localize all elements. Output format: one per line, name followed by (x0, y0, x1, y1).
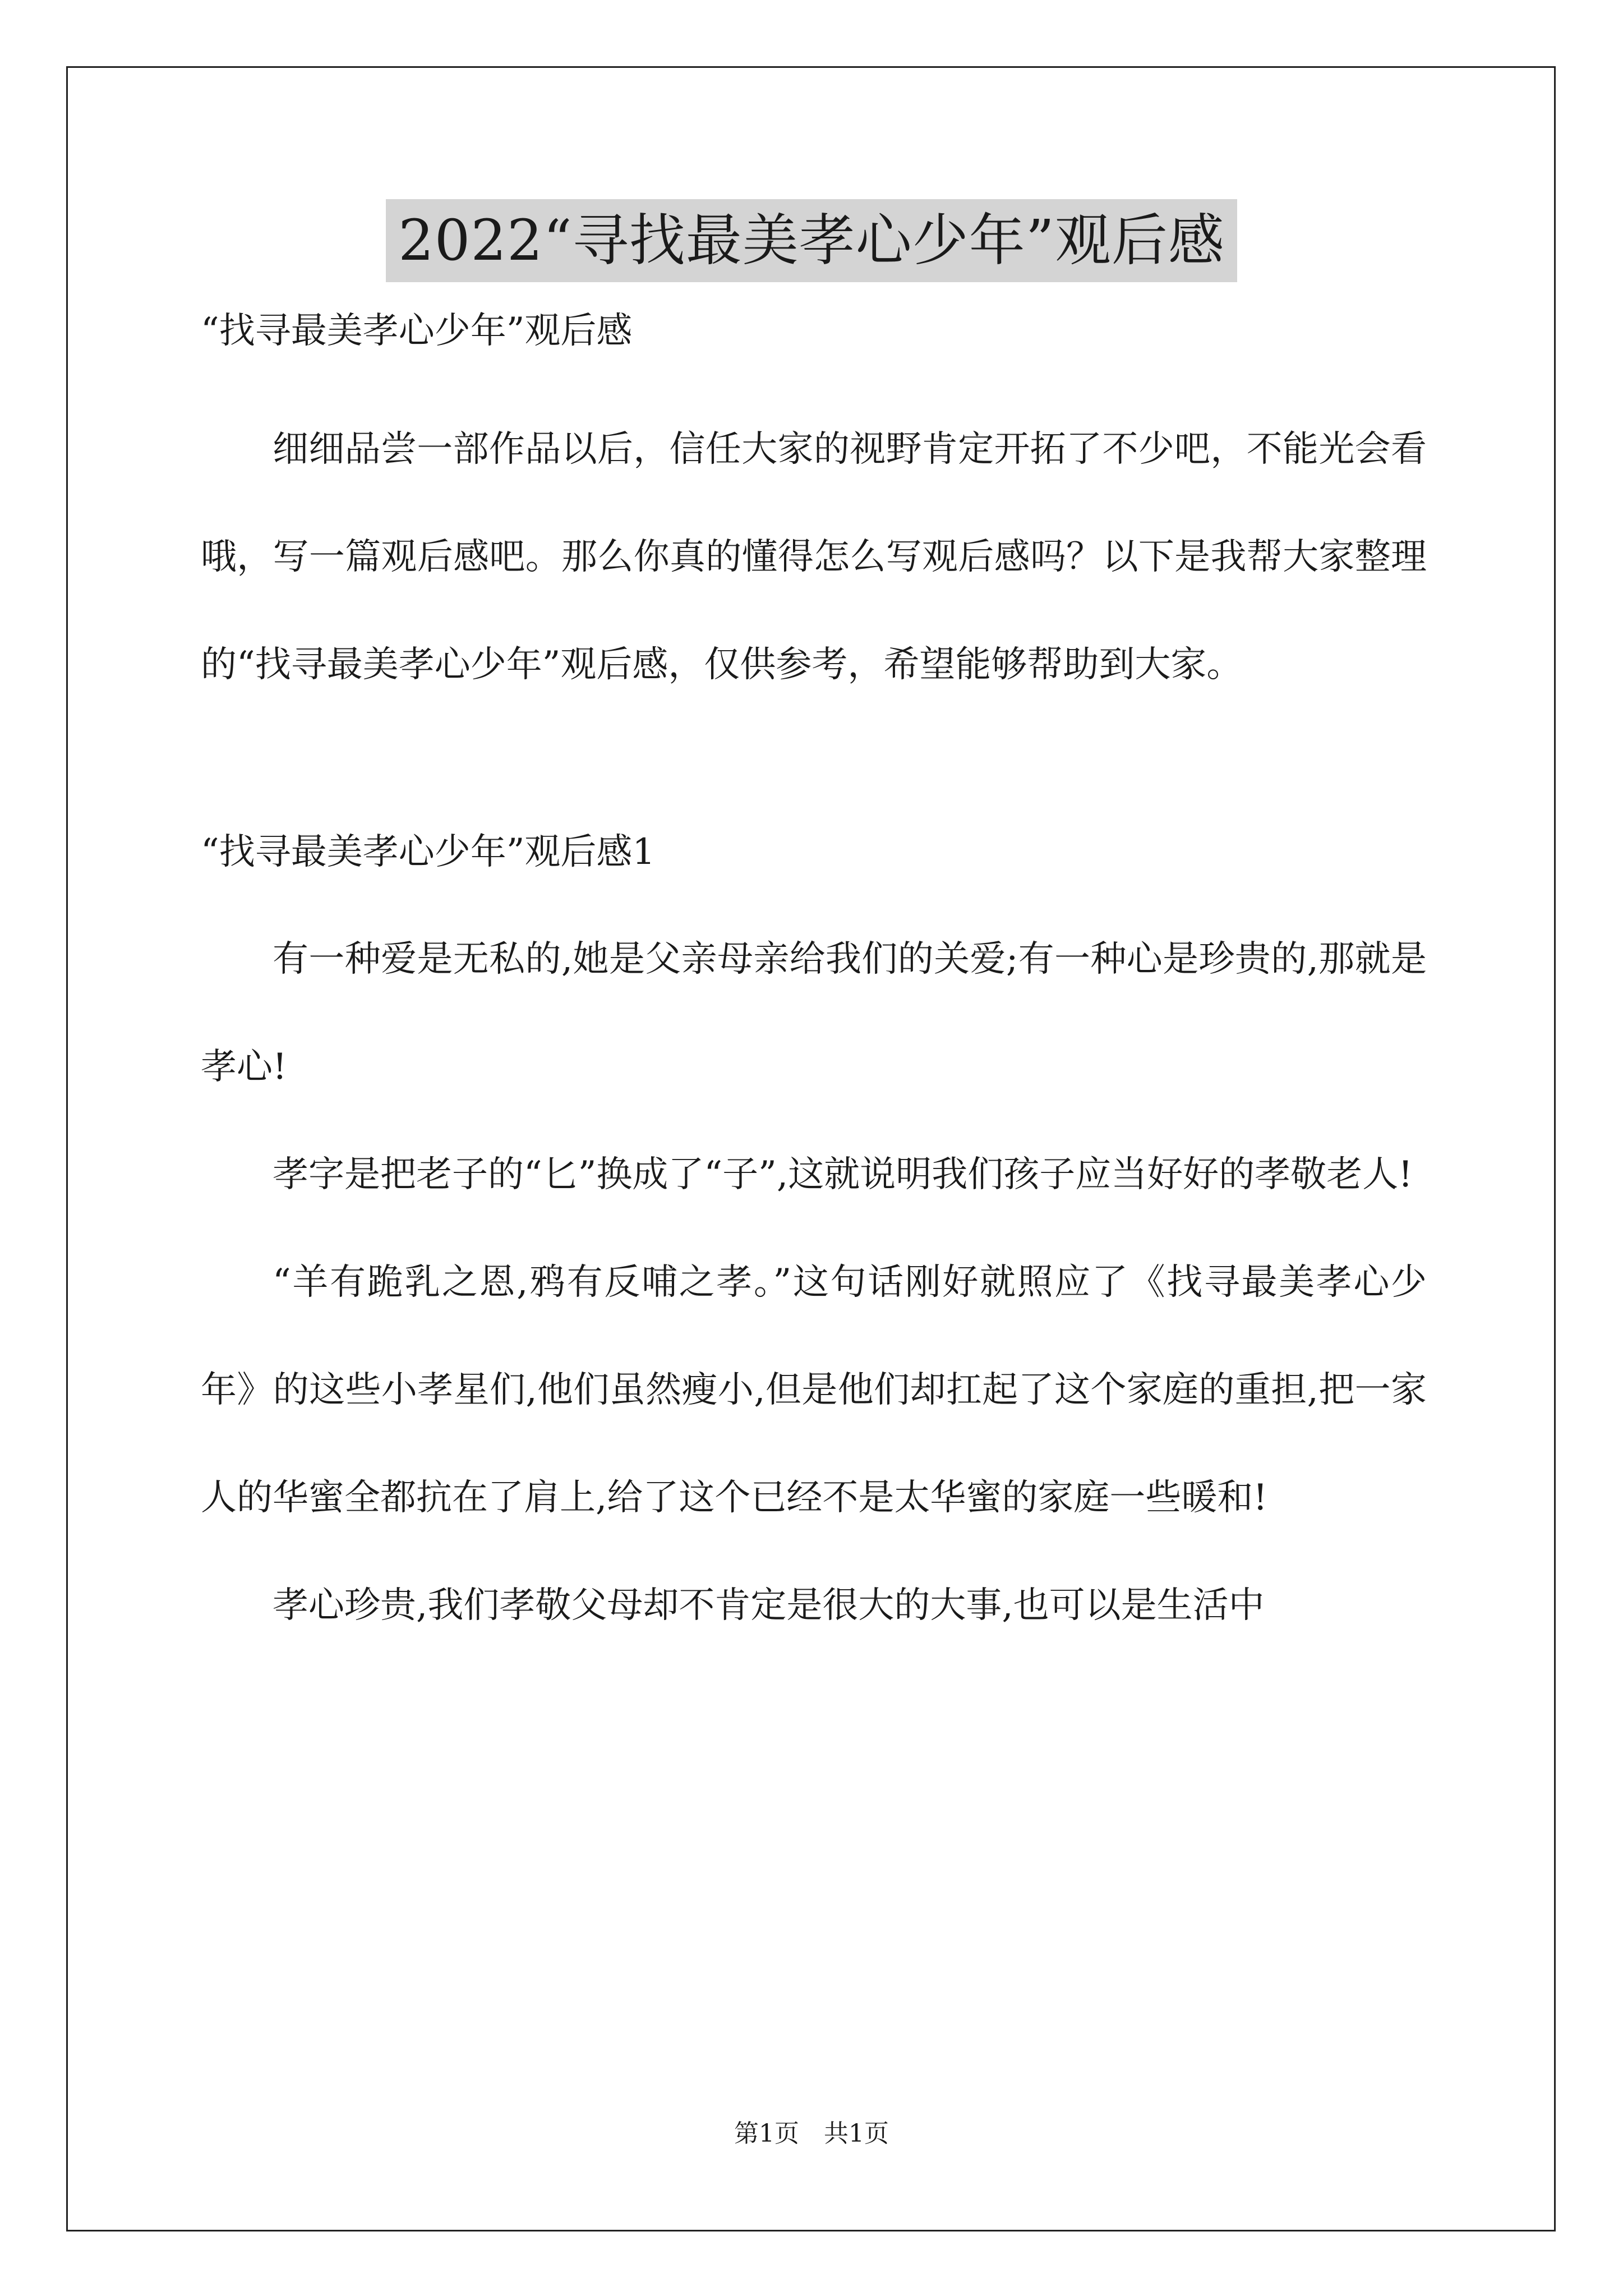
body-paragraph: 有一种爱是无私的,她是父亲母亲给我们的关爱;有一种心是珍贵的,那就是孝心! (201, 938, 1427, 1088)
intro-paragraph: 细细品尝一部作品以后，信任大家的视野肯定开拓了不少吧，不能光会看哦，写一篇观后感吧。那么你真的懂得怎么写观后感吗？以下是我帮大家整理的“找寻最美孝心少年”观后感，仅供参考，希望能够帮助到大家。 (201, 429, 1427, 685)
page-footer: 第1页 共1页 (734, 2119, 889, 2148)
body-paragraph: 孝字是把老子的“匕”换成了“子”,这就说明我们孩子应当好好的孝敬老人! (273, 1154, 1413, 1195)
body-paragraph: “羊有跪乳之恩,鸦有反哺之孝。”这句话刚好就照应了《找寻最美孝心少年》的这些小孝星们,他们虽然瘦小,但是他们却扛起了这个家庭的重担,把一家人的华蜜全都抗在了肩上,给了这个已经不是太华蜜的家庭一些暖和! (201, 1262, 1427, 1519)
section-heading: “找寻最美孝心少年”观后感1 (201, 831, 656, 873)
title-area (0, 199, 1623, 282)
document-title: 2022“寻找最美孝心少年”观后感 (386, 199, 1237, 282)
document-body (201, 303, 1427, 1659)
body-paragraph: 孝心珍贵,我们孝敬父母却不肯定是很大的大事,也可以是生活中 (273, 1585, 1265, 1626)
document-subtitle: “找寻最美孝心少年”观后感 (201, 310, 633, 352)
